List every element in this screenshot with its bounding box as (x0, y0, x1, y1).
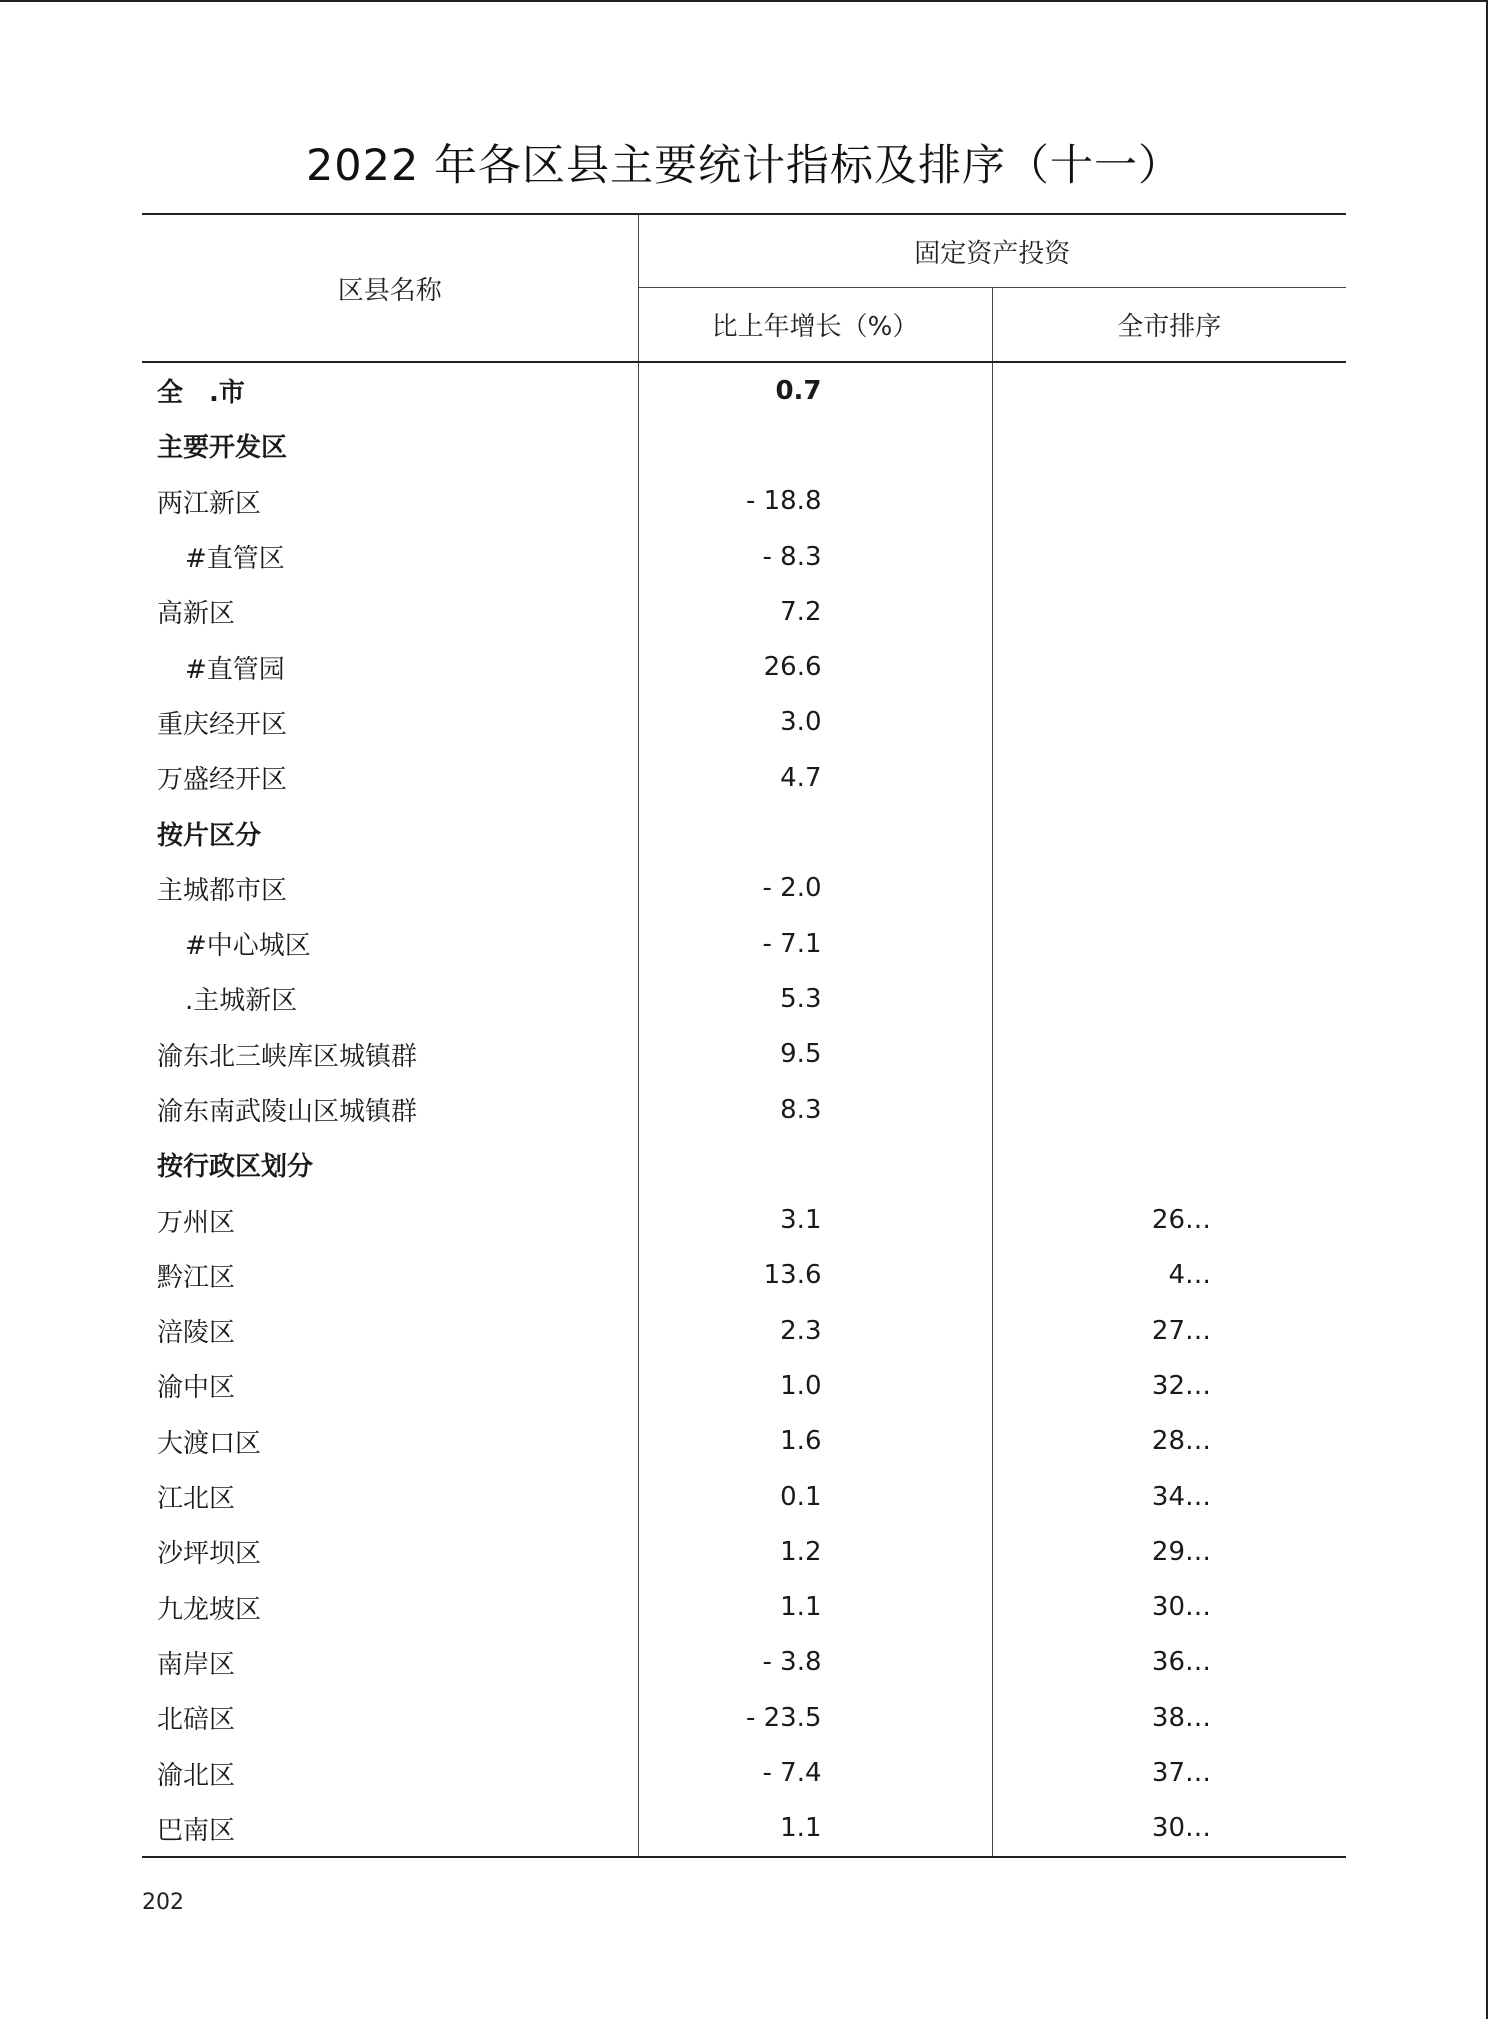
table-row (142, 1358, 1346, 1413)
row-name: 万盛经开区 (142, 750, 638, 805)
table-row (142, 750, 1346, 805)
table-row (142, 805, 1346, 860)
row-growth-value: 1.0 (638, 1358, 992, 1413)
table-row (142, 1635, 1346, 1690)
row-name: 巴南区 (142, 1801, 638, 1857)
row-name: #中心城区 (142, 916, 638, 971)
row-growth-value: 8.3 (638, 1082, 992, 1137)
table-row (142, 1524, 1346, 1579)
row-rank-value: 32… (1151, 1370, 1212, 1401)
row-growth-value: 26.6 (638, 639, 992, 694)
row-rank-value: 34… (1151, 1481, 1212, 1512)
row-growth-value: 13.6 (638, 1248, 992, 1303)
row-rank-value: 38… (1151, 1702, 1212, 1733)
header-fixed-asset-investment: 固定资产投资 (638, 214, 1346, 288)
row-growth-value: - 7.4 (638, 1745, 992, 1800)
table-row (142, 971, 1346, 1026)
row-name: 渝中区 (142, 1358, 638, 1413)
row-name: #直管区 (142, 529, 638, 584)
row-rank-value: 28… (1151, 1426, 1212, 1457)
row-name: 全 .市 (142, 362, 638, 418)
row-name: 渝东南武陵山区城镇群 (142, 1082, 638, 1137)
table-row (142, 362, 1346, 418)
row-growth-value (638, 805, 992, 860)
row-rank-value (992, 805, 1346, 860)
row-name: 渝东北三峡库区城镇群 (142, 1027, 638, 1082)
row-rank-value (992, 418, 1346, 473)
page-number: 202 (142, 1890, 184, 1915)
row-name: 重庆经开区 (142, 695, 638, 750)
table-body (142, 362, 1346, 1857)
row-growth-value: 9.5 (638, 1027, 992, 1082)
row-name: 高新区 (142, 584, 638, 639)
row-growth-value: 1.1 (638, 1801, 992, 1857)
table-header (142, 214, 1346, 362)
row-name: 江北区 (142, 1469, 638, 1524)
row-growth-value: 7.2 (638, 584, 992, 639)
row-name: 主城都市区 (142, 861, 638, 916)
page-top-border (0, 0, 1488, 2)
row-growth-value: 1.2 (638, 1524, 992, 1579)
row-rank-value: 29… (1151, 1536, 1212, 1567)
table-row (142, 1248, 1346, 1303)
table-row (142, 1469, 1346, 1524)
row-rank-value (992, 529, 1346, 584)
header-growth: 比上年增长（%） (638, 288, 992, 363)
row-growth-value: - 23.5 (638, 1690, 992, 1745)
header-district-name: 区县名称 (142, 214, 638, 362)
row-rank-value: 30… (1151, 1592, 1212, 1623)
table-row (142, 474, 1346, 529)
row-name: 北碚区 (142, 1690, 638, 1745)
row-name: 按行政区划分 (142, 1137, 638, 1192)
row-rank-value (992, 695, 1346, 750)
row-rank-value: 30… (992, 1801, 1346, 1857)
row-growth-value: - 8.3 (638, 529, 992, 584)
row-growth-value (638, 418, 992, 473)
row-rank-value (992, 971, 1346, 1026)
row-growth-value: - 2.0 (638, 861, 992, 916)
row-growth-value: 0.7 (638, 362, 992, 418)
table-row (142, 1137, 1346, 1192)
row-rank-value (992, 1027, 1346, 1082)
row-growth-value: 3.0 (638, 695, 992, 750)
row-rank-value (992, 474, 1346, 529)
row-growth-value: 4.7 (638, 750, 992, 805)
table-row (142, 1082, 1346, 1137)
row-growth-value: - 3.8 (638, 1635, 992, 1690)
row-growth-value: - 18.8 (638, 474, 992, 529)
row-rank-value: 4… (1168, 1260, 1212, 1291)
row-growth-value: 1.6 (638, 1414, 992, 1469)
table-row (142, 916, 1346, 971)
row-name: 大渡口区 (142, 1414, 638, 1469)
row-growth-value: - 7.1 (638, 916, 992, 971)
row-rank-value (992, 861, 1346, 916)
row-growth-value: 3.1 (638, 1192, 992, 1247)
row-growth-value: 2.3 (638, 1303, 992, 1358)
table-row (142, 1801, 1346, 1857)
row-name: 南岸区 (142, 1635, 638, 1690)
row-growth-value: 5.3 (638, 971, 992, 1026)
row-name: 涪陵区 (142, 1303, 638, 1358)
row-rank-value: 26… (1151, 1205, 1212, 1236)
table-row (142, 861, 1346, 916)
row-rank-value (992, 584, 1346, 639)
page-title: 2022 年各区县主要统计指标及排序（十一） (305, 141, 1183, 191)
table-row (142, 418, 1346, 473)
table-row (142, 1580, 1346, 1635)
row-name: #直管园 (142, 639, 638, 694)
row-rank-value (992, 1137, 1346, 1192)
row-name: 万州区 (142, 1192, 638, 1247)
row-rank-value: 36… (1151, 1647, 1212, 1678)
row-name: 沙坪坝区 (142, 1524, 638, 1579)
table-row (142, 529, 1346, 584)
table-row (142, 1192, 1346, 1247)
row-growth-value: 0.1 (638, 1469, 992, 1524)
row-rank-value: 37… (1151, 1758, 1212, 1789)
row-growth-value (638, 1137, 992, 1192)
statistics-table (142, 213, 1346, 1858)
table-row (142, 1745, 1346, 1800)
header-rank: 全市排序 (992, 288, 1346, 363)
row-name: 九龙坡区 (142, 1580, 638, 1635)
row-rank-value (992, 916, 1346, 971)
table-row (142, 639, 1346, 694)
row-name: 渝北区 (142, 1745, 638, 1800)
table-row (142, 1690, 1346, 1745)
row-rank-value (992, 362, 1346, 418)
row-name: 主要开发区 (142, 418, 638, 473)
row-rank-value: 27… (1151, 1315, 1212, 1346)
table-row (142, 584, 1346, 639)
row-name: 黔江区 (142, 1248, 638, 1303)
row-name: 按片区分 (142, 805, 638, 860)
row-growth-value: 1.1 (638, 1580, 992, 1635)
row-name: 两江新区 (142, 474, 638, 529)
table-row (142, 1027, 1346, 1082)
table-row (142, 1303, 1346, 1358)
table-row (142, 1414, 1346, 1469)
table-row (142, 695, 1346, 750)
row-name: .主城新区 (142, 971, 638, 1026)
row-rank-value (992, 639, 1346, 694)
row-rank-value (992, 1082, 1346, 1137)
row-rank-value (992, 750, 1346, 805)
